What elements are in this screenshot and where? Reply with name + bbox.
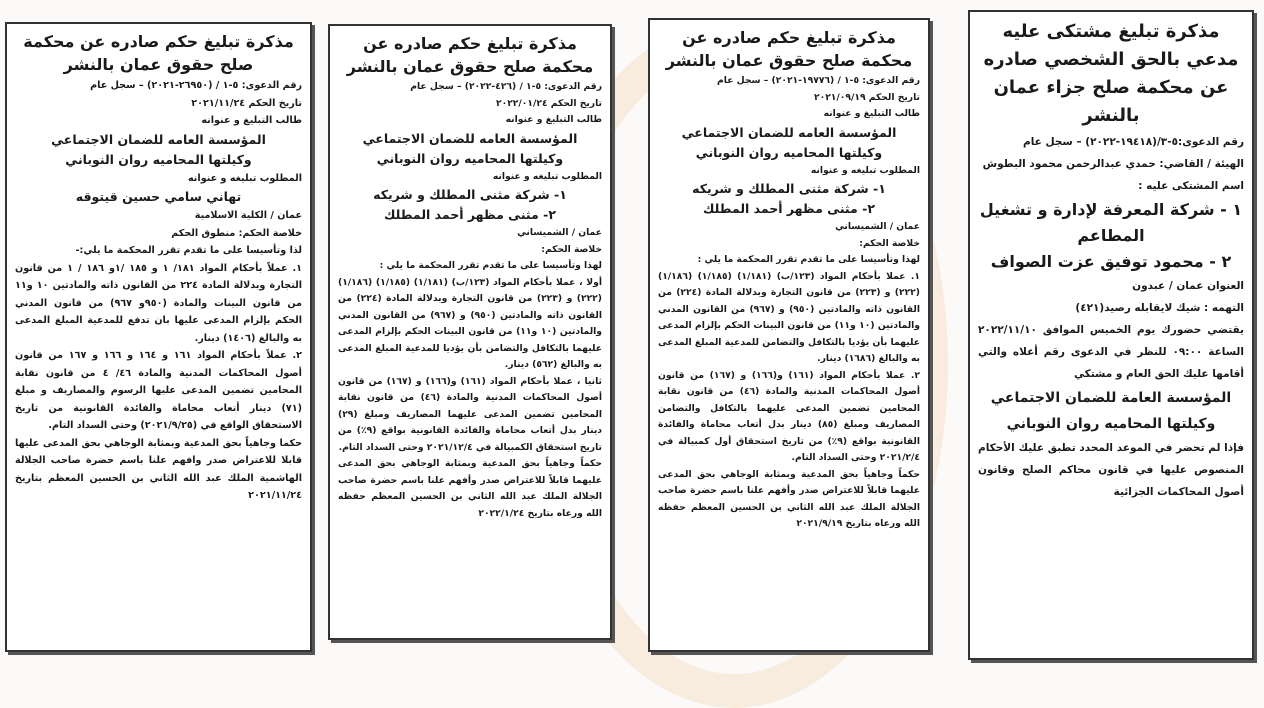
- notice-summons-criminal-court: [968, 10, 1254, 660]
- notice-paragraph: المطلوب تبليغه و عنوانه: [492, 170, 602, 182]
- party-name: وكيلتها المحاميه روان النوباني: [65, 151, 252, 167]
- notice-paragraph: عمان / الكلية الاسلامية: [194, 210, 302, 221]
- notice-paragraph: أولا ، عملا بأحكام المواد (١٢٣/ب) (١/١٨١) (١/١٨٥) (١/١٨٦) (٢٢٢) و (٢٢٣) من قانون التجارة وبدلالة المادة (٢٢٤) من القانون ذاته والمادتين (٩٥٠) و (٩٦٧) من القانون المدني والمادتين (١٠ و١١) من قانون البينات الحكم بإلزام المدعى عليهما بالتكافل والتضامن بأن يؤديا للمدعية المبلغ المدعى به والبالغ (٥٦٢) دينار.: [338, 276, 603, 370]
- notice-paragraph: حكماً وجاهياً بحق المدعية وبمثابة الوجاهي بحق المدعى عليهما قابلاً للاعتراض صدر وأفهم علنا باسم حضرة صاحب الجلالة الملك عبد الله الثاني بن الحسين المعظم حفظه الله ورعاه بتاريخ ٢٠٢١/٩/١٩: [658, 468, 920, 529]
- party-name: المؤسسة العامة للضمان الاجتماعي: [990, 390, 1232, 406]
- notice-paragraph: يقتضي حضورك يوم الخميس الموافق ٢٠٢٢/١١/١٠ الساعة ٠٩:٠٠ للنظر في الدعوى رقم أعلاه والتي أقامها عليك الحق العام و مشتكي: [978, 324, 1244, 380]
- notice-paragraph: ٢. عملا بأحكام المواد (١٦١) و(١٦٦) و (١٦٧) من قانون أصول المحاكمات المدنية والمادة (٤٦) من قانون نقابة المحامين تضمين المدعى عليهما بالتكافل والتضامن المصاريف ومبلغ (٨٥) دينار بدل أتعاب محاماة والفائدة القانونية بواقع (٩٪) من تاريخ استحقاق أول كمبيالة في ٢٠٢١/٢/٤ وحتى السداد التام.: [658, 369, 921, 463]
- notice-paragraph: حكما وجاهياً بحق المدعية وبمثابة الوجاهي بحق المدعى عليها قابلا للاعتراض صدر وافهم علنا باسم حضرة صاحب الجلالة الهاشمية الملك عبد الله الثاني بن الحسين المعظم بتاريخ ٢٠٢١/١١/٢٤: [15, 437, 302, 501]
- party-name: ٢- مثنى مظهر أحمد المطلك: [384, 207, 556, 222]
- notice-title: مذكرة تبليغ حكم صادره عن محكمة صلح حقوق عمان بالنشر: [665, 28, 913, 70]
- defendant-name: ١ - شركة المعرفة لإدارة و تشغيل المطاعم: [979, 200, 1243, 245]
- notice-paragraph: تاريخ الحكم ٢٠٢٢/٠١/٢٤: [495, 97, 602, 109]
- notice-paragraph: تاريخ الحكم ٢٠٢١/١١/٢٤: [191, 97, 302, 109]
- notice-title: مذكرة تبليغ حكم صادره عن محكمة صلح حقوق عمان بالنشر: [23, 32, 294, 74]
- notice-paragraph: حكماً وجاهياً بحق المدعية وبمثابة الوجاهي بحق المدعى عليهما قابلاً للاعتراض صدر وأفهم علنا باسم حضرة صاحب الجلالة الملك عبد الله الثاني بن الحسين المعظم حفظه الله ورعاه بتاريخ ٢٠٢٢/١/٢٤: [338, 458, 602, 519]
- notice-paragraph: ١. عملا بأحكام المواد (١٢٣/ب) (١/١٨١) (١/١٨٥) (١/١٨٦) (٢٢٢) و (٢٢٣) من قانون التجارة وبدلالة المادة (٢٢٤) من القانون ذاته والمادتين (٩٥٠) و (٩٦٧) من القانون المدني والمادتين (١٠ و١١) من قانون البينات الحكم بإلزام المدعى عليهما بأن يؤديا بالتكافل والتضامن للمدعية المبلغ المدعى به والبالغ (١٦٨٦) دينار.: [658, 270, 921, 364]
- party-name: المؤسسة العامه للضمان الاجتماعي: [681, 124, 897, 140]
- notice-paragraph: التهمه : شيك لايقابله رصيد(٤٢١): [1075, 302, 1244, 314]
- party-name: ١- شركة مثنى المطلك و شريكه: [373, 187, 567, 202]
- notice-paragraph: لهذا وتأسيسا على ما تقدم تقرر المحكمة ما يلي :: [379, 260, 602, 271]
- notice-paragraph: المطلوب تبليغه و عنوانه: [187, 172, 302, 184]
- notice-paragraph: الهيئة / القاضي: حمدي عبدالرحمن محمود البطوش: [982, 158, 1244, 170]
- party-name: ١- شركة مثنى المطلك و شريكه: [692, 181, 886, 196]
- notice-paragraph: خلاصة الحكم:: [541, 243, 602, 255]
- party-name: ٢- مثنى مظهر أحمد المطلك: [703, 201, 875, 216]
- notice-paragraph: ١. عملاً بأحكام المواد ١٨١/ ١ و ١٨٥ /١و ١٨٦ / ١ من قانون التجارة وبدلالة المادة ٢٢٤ من القانون ذاته والمادتين ١٠ و١١ من قانون البينات والمادة (٩٥٠و ٩٦٧) من قانون المدني الحكم بإلزام المدعى عليها بان تدفع للمدعية المبلغ المدعى به والبالغ (١٤٠٦) دينار.: [15, 262, 303, 344]
- notice-paragraph: فإذا لم تحضر في الموعد المحدد تطبق عليك الأحكام المنصوص عليها في قانون محاكم الصلح وقانون أصول المحاكمات الجزائية: [978, 442, 1244, 498]
- notice-paragraph: رقم الدعوى: ٥-١ / (١٩٧٧٦-٢٠٢١) – سجل عام: [717, 75, 920, 86]
- notice-paragraph: المطلوب تبليغه و عنوانه: [810, 164, 920, 176]
- notice-paragraph: لذا وتأسيسا على ما تقدم تقرر المحكمة ما يلي:-: [75, 245, 302, 256]
- party-name: تهاني سامي حسين قيتوقه: [75, 189, 242, 204]
- party-name: وكيلتها المحاميه روان النوباني: [376, 150, 564, 166]
- notice-paragraph: اسم المشتكى عليه :: [1138, 180, 1244, 192]
- notice-judgment-26950: [5, 22, 312, 652]
- notice-paragraph: العنوان عمان / عبدون: [1132, 280, 1244, 292]
- party-name: المؤسسة العامه للضمان الاجتماعي: [51, 131, 266, 147]
- party-name: المؤسسة العامه للضمان الاجتماعي: [362, 130, 578, 146]
- notice-judgment-426: [328, 24, 612, 640]
- notice-paragraph: ثانيا ، عملا بأحكام المواد (١٦١) و(١٦٦) و (١٦٧) من قانون أصول المحاكمات المدنية والمادة (٤٦) من قانون نقابة المحامين تضمين المدعى عليهما المصاريف ومبلغ (٢٩) دينار بدل أتعاب محاماة والفائدة القانونية بواقع (٩٪) من تاريخ استحقاق الكمبيالة في ٢٠٢١/١٢/٤ وحتى السداد التام.: [338, 375, 603, 453]
- notice-title: مذكرة تبليغ مشتكى عليه مدعي بالحق الشخصي صادره عن محكمة صلح جزاء عمان بالنشر: [983, 21, 1239, 126]
- notice-paragraph: تاريخ الحكم ٢٠٢١/٠٩/١٩: [813, 91, 920, 103]
- notice-paragraph: خلاصة الحكم:: [859, 237, 920, 249]
- notice-paragraph: عمان / الشميساني: [517, 227, 602, 238]
- notice-paragraph: رقم الدعوى:٥-٣/(١٩٤١٨-٢٠٢٢) – سجل عام: [1023, 136, 1244, 148]
- notice-title: مذكرة تبليغ حكم صادره عن محكمة صلح حقوق عمان بالنشر: [346, 34, 594, 76]
- party-name: وكيلتها المحاميه روان النوباني: [695, 144, 883, 160]
- notice-judgment-19776: [648, 18, 930, 652]
- notice-paragraph: طالب التبليغ و عنوانه: [823, 108, 920, 119]
- notice-paragraph: طالب التبليغ و عنوانه: [505, 114, 602, 125]
- party-name: وكيلتها المحاميه روان النوباني: [1006, 416, 1216, 432]
- notice-paragraph: لهذا وتأسيسا على ما تقدم تقرر المحكمة ما يلي :: [697, 254, 920, 265]
- defendant-name: ٢ - محمود توفيق عزت الصواف: [990, 252, 1232, 271]
- notice-paragraph: طالب التبليغ و عنوانه: [201, 115, 302, 126]
- notice-paragraph: رقم الدعوى: ٥-١ / (٢٦٩٥٠-٢٠٢١) – سجل عام: [90, 80, 302, 91]
- notice-paragraph: ٢. عملاً بأحكام المواد ١٦١ و ١٦٤ و ١٦٦ و ١٦٧ من قانون أصول المحاكمات المدنية والمادة ٤٦/ ٤ من قانون نقابة المحامين تضمين المدعى عليها الرسوم والمصاريف و مبلغ (٧١) دينار أتعاب محاماة والفائدة القانونية من تاريخ الاستحقاق الواقع في (٢٠٢١/٩/٢٥) وحتى السداد التام.: [15, 350, 302, 431]
- notice-paragraph: خلاصة الحكم: منطوق الحكم: [171, 227, 302, 239]
- notice-paragraph: رقم الدعوى: ٥-١ / (٤٢٦-٢٠٢٢) – سجل عام: [410, 81, 602, 92]
- notice-paragraph: عمان / الشميساني: [835, 221, 920, 232]
